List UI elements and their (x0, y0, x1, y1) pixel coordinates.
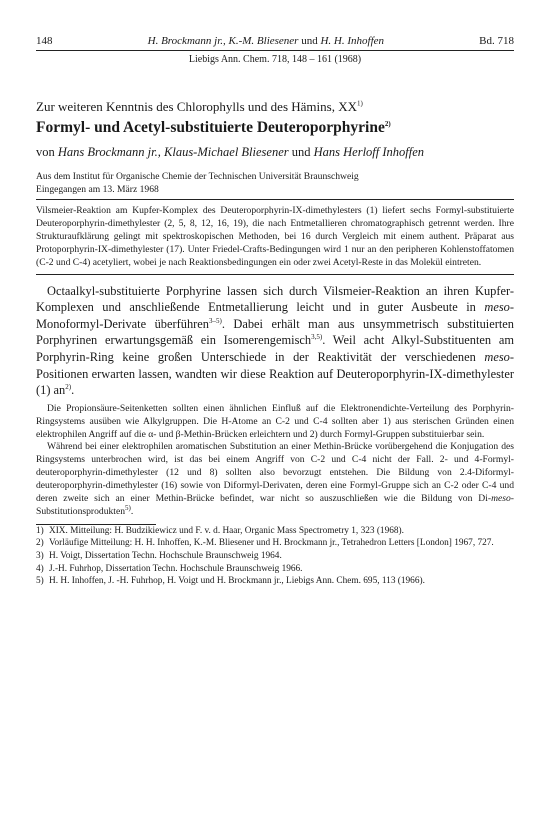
footnote-ref[interactable]: 3,5) (311, 333, 323, 342)
footnote-ref[interactable]: 3–5) (208, 316, 222, 325)
paragraph-intro: Octaalkyl-substituierte Porphyrine lassen sich durch Vilsmeier-Reaktion an ihren Kupfer-Komplexen und anschließende Entmetallierung leicht und in guter Ausbeute in meso-Monoformyl-Derivate überführen$^{3-5)}$. Dabei erhält man aus unsymmetrisch substituierten Porphyrinen erwartungsgemäß ein Isomerengemisch$^{3,5)}$. Weil acht Alkyl-Substituenten am Porphyrin-Ring keine großen Unterschiede in der Reaktivität der verschiedenen meso-Positionen erwarten lassen, wandten wir diese Reaktion auf Deuteroporphyrin-IX-dimethylester (1) $an^{2)}$. (36, 283, 514, 398)
footnote: 4) J.-H. Fuhrhop, Dissertation Techn. Hochschule Braunschweig 1966. (36, 563, 303, 574)
footnote-ref[interactable]: 2) (384, 119, 391, 128)
volume-number: Bd. 718 (479, 35, 514, 47)
footnote-ref[interactable]: 1) (356, 99, 363, 108)
footnotes (36, 526, 514, 588)
footnote-ref[interactable]: 5) (125, 503, 131, 512)
paragraph-substitution: Während bei einer elektrophilen aromatischen Substitution an einer Methin-Brücke vorübergehend die Konjugation des Ringsystems unterbrochen wird, ist das bei einem Angriff von C-2 und C-4 nicht der Fall. 2- und 4-Formyl-deuteroporphyrin-dimethylester (12 und 8) sollten also bevorzugt entstehen. Die Bildung von 2.4-Diformyl-deuteroporphyrin-dimethylester (16) sowie von Diformyl-Derivaten, deren eine Formyl-Gruppe sich an C-2 oder C-4 und deren zweite sich an einer Methin-Brücke befindet, war nicht so auszuschließen wie die Bildung von Di-meso-Substitutionsprodukten$^{5)}$. (36, 441, 514, 517)
footnote: 3) H. Voigt, Dissertation Techn. Hochschule Braunschweig 1964. (36, 551, 282, 562)
running-header (36, 34, 514, 48)
journal-page (36, 34, 514, 588)
abstract: Vilsmeier-Reaktion am Kupfer-Komplex des Deuteroporphyrin-IX-dimethylesters (1) liefert sechs Formyl-substituierte Deuteroporphyrin-dimethylester (2, 5, 8, 12, 16, 19), die nach Entmetallieren chromatographisch getrennt werden. Ihre Strukturaufklärung gelingt mit spektroskopischen Methoden, bei 16 durch Vergleich mit einem authent. Präparat aus Protoporphyrin-IX-dimethylester (17). Unter Friedel-Crafts-Bedingungen wird 1 nur an den peripheren Kohlenstoffatomen (C-2 und C-4) acetyliert, wobei je nach Reaktionsbedingungen ein oder zwei Acetyl-Reste in das Molekül eintreten. (36, 199, 514, 275)
series-title: Zur weiteren Kenntnis des Chlorophylls und des Hämins, XX$^{1)}$ (36, 99, 363, 114)
footnote: 1) XIX. Mitteilung: H. Budzikiewicz und F. v. d. Haar, Organic Mass Spectrometry 1, 323 (1968). (36, 525, 404, 536)
footnote: 5) H. H. Inhoffen, J. -H. Fuhrhop, H. Voigt und H. Brockmann jr., Liebigs Ann. Chem. 695, 113 (1966). (36, 576, 425, 587)
received-date: Eingegangen am 13. März 1968 (36, 184, 159, 195)
paragraph-propionic: Die Propionsäure-Seitenketten sollten einen ähnlichen Einfluß auf die Elektronendichte-Verteilung des Porphyrin-Ringsystems ausüben wie Alkylgruppen. Die H-Atome an C-2 und C-4 sollten aber 1) aus sterischen Gründen einen elektrophilen Angriff auf die α- und β-Methin-Brücken erleichtern und 2) durch Formyl-Gruppen substituierbar sein. (36, 402, 514, 440)
footnote-rule (36, 524, 156, 525)
article-title: Formyl- und Acetyl-substituierte Deuteroporphyrine$^{2)}$ (36, 119, 391, 136)
institution: Aus dem Institut für Organische Chemie der Technischen Universität Braunschweig (36, 171, 359, 182)
author-byline: von Hans Brockmann jr., Klaus-Michael Bliesener und Hans Herloff Inhoffen (36, 145, 425, 159)
footnote-ref[interactable]: 2) (65, 382, 72, 391)
header-rule (36, 50, 514, 51)
journal-citation: Liebigs Ann. Chem. 718, 148 – 161 (1968) (188, 54, 362, 65)
page-number: 148 (36, 35, 53, 47)
footnote: 2) Vorläufige Mitteilung: H. H. Inhoffen, K.-M. Bliesener und H. Brockmann jr., Tetrahedron Letters [London] 1967, 727. (36, 538, 494, 549)
running-authors: H. Brockmann jr., K.-M. Bliesener und H. H. Inhoffen (147, 35, 385, 47)
